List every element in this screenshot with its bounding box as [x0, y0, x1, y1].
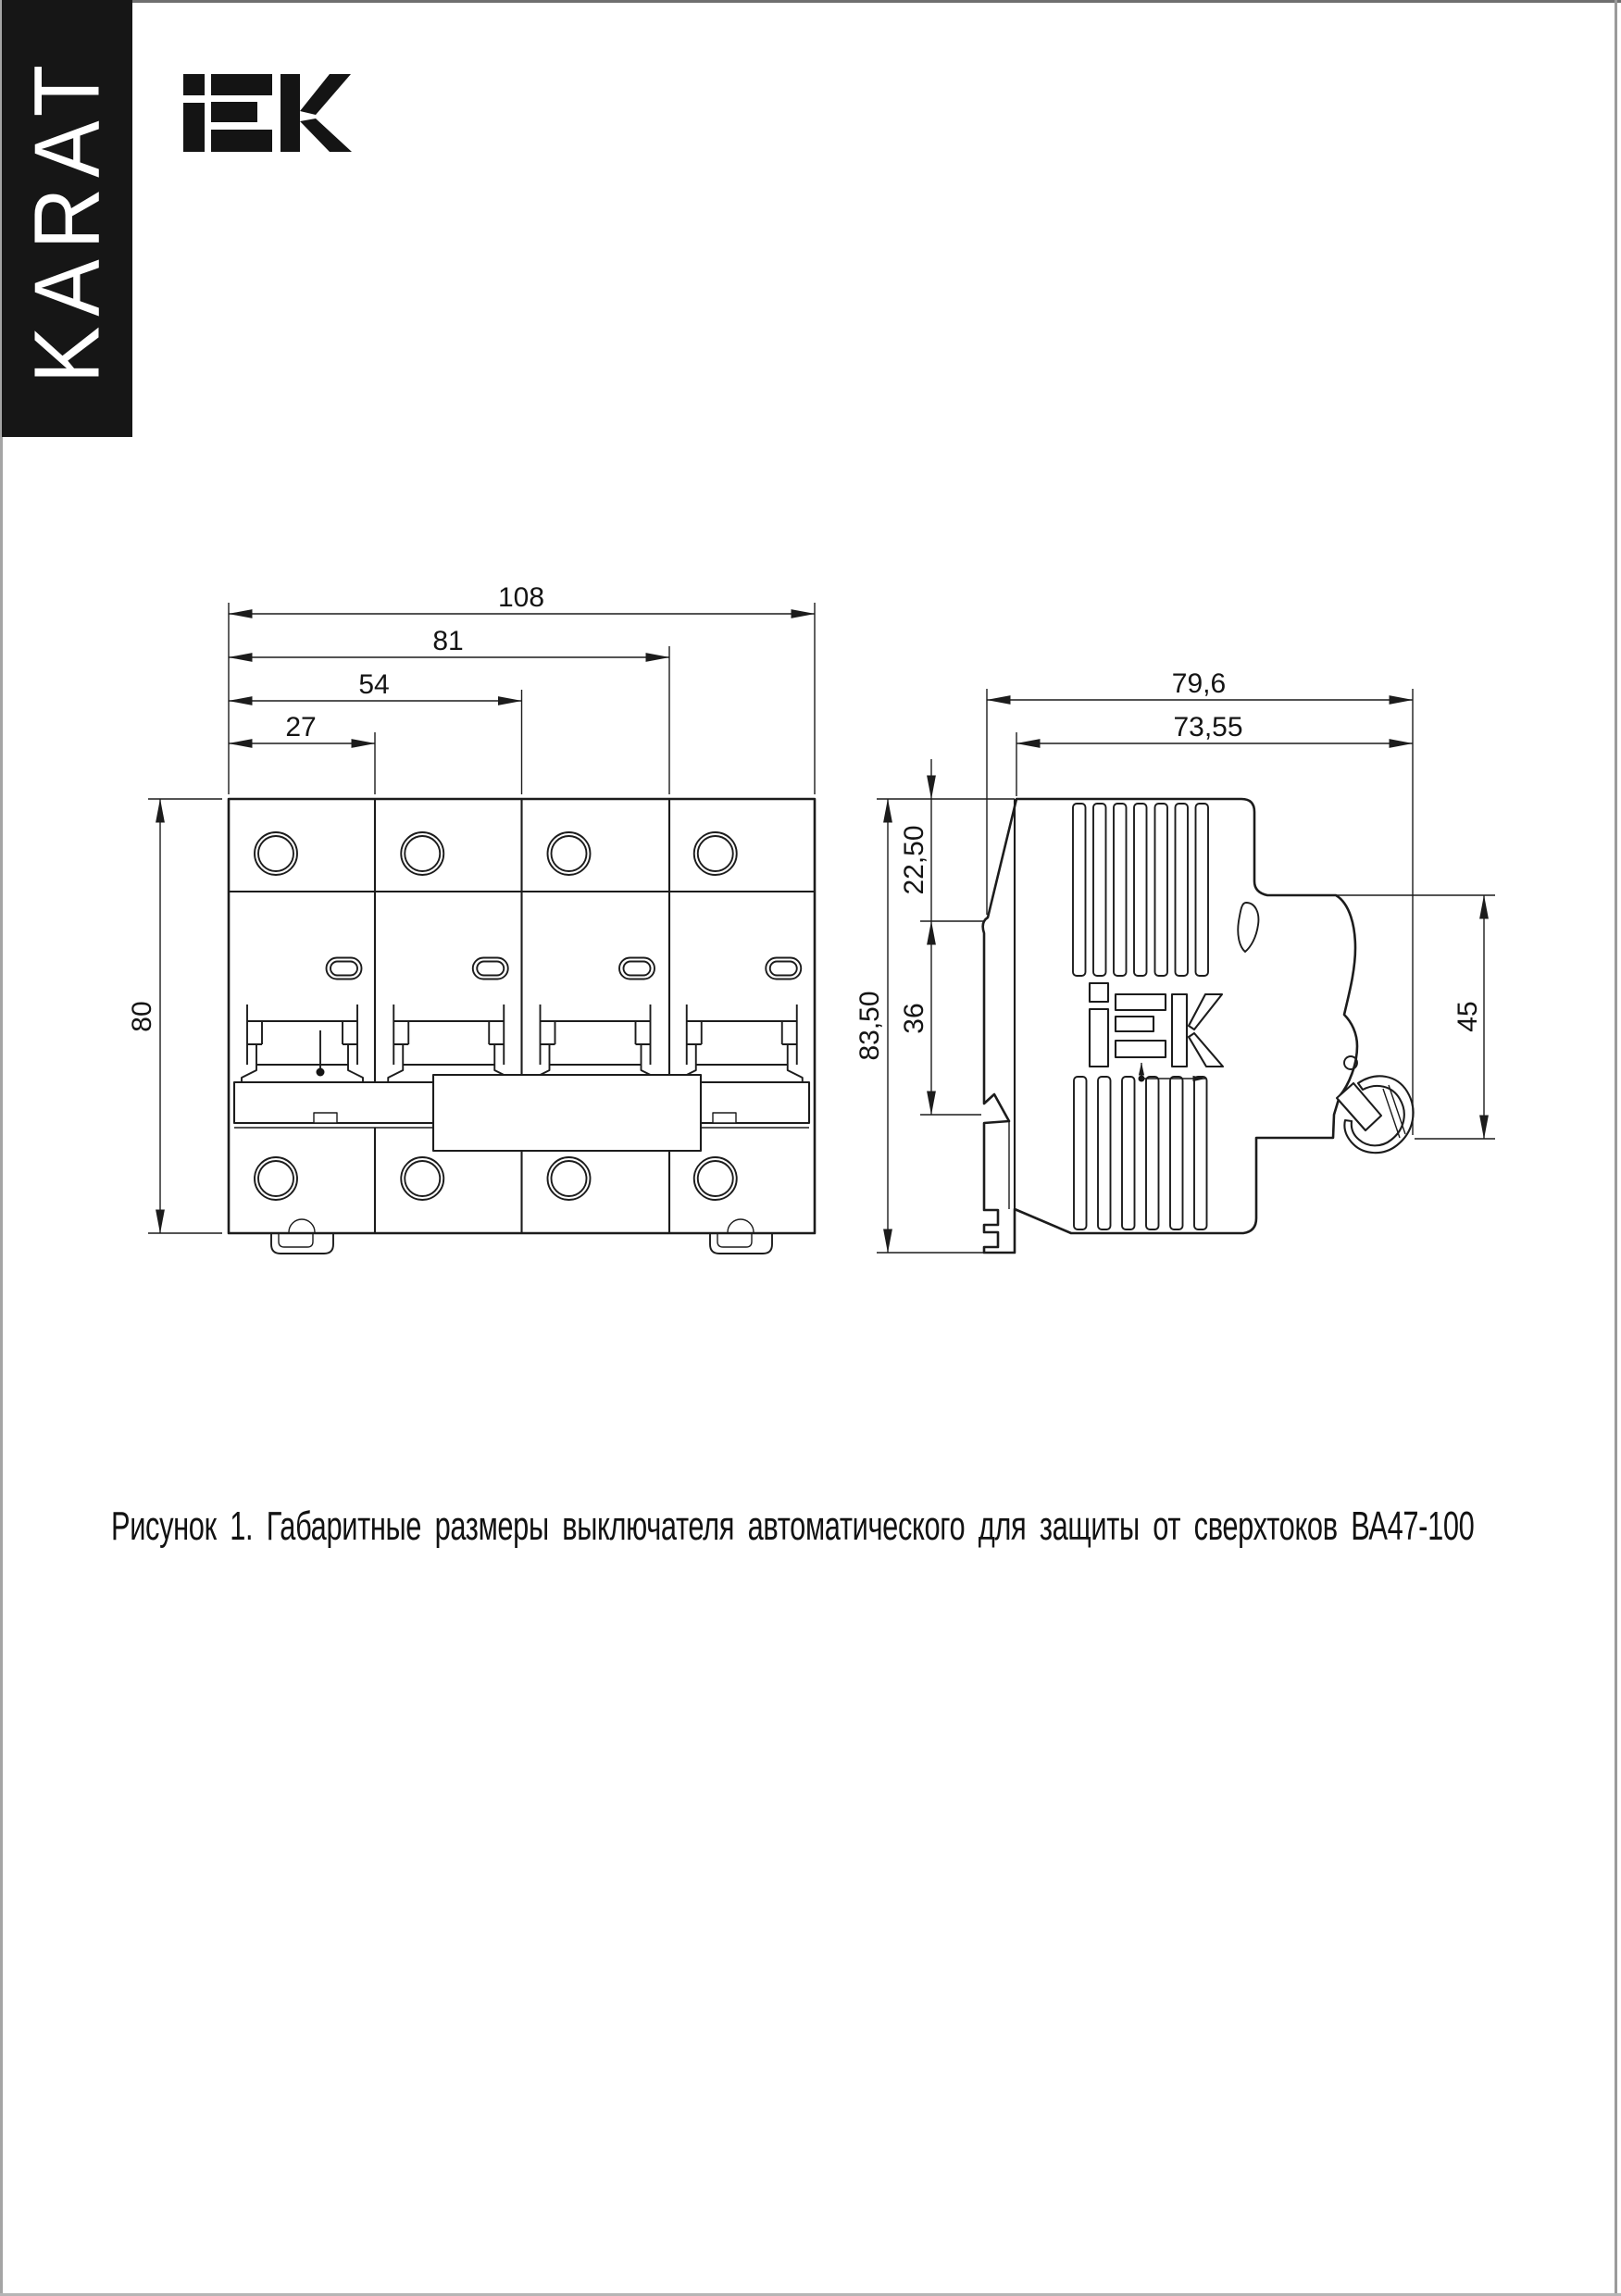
dimension-label-45: 45 [1453, 1001, 1483, 1032]
karat-banner-label: KARAT [15, 54, 119, 383]
dimension-label-27: 27 [285, 712, 317, 742]
toggle-pole-3 [535, 1004, 656, 1082]
dimension-label-73-55: 73,55 [1173, 712, 1243, 742]
dimension-label-79-6: 79,6 [1171, 668, 1227, 699]
toggle-lever [1337, 1076, 1414, 1153]
dimension-label-108: 108 [497, 582, 545, 613]
dimension-label-36: 36 [899, 1003, 929, 1034]
dimension-label-22-50: 22,50 [899, 825, 929, 895]
front-view [127, 582, 815, 1254]
toggle-pole-2 [388, 1004, 509, 1082]
toggle-pole-4 [681, 1004, 803, 1082]
figure-caption: Рисунок 1. Габаритные размеры выключателя автоматического для защиты от сверхтоков ВА47-100 [111, 1504, 1475, 1549]
din-clip-left [271, 1219, 333, 1254]
toggle-pole-1 [242, 1004, 363, 1082]
handle-lock-plate [433, 1075, 701, 1151]
iek-logo [183, 74, 352, 152]
din-clip-right [710, 1219, 772, 1254]
side-view [854, 668, 1495, 1253]
dimension-label-80: 80 [127, 1001, 157, 1032]
dimension-label-81: 81 [432, 626, 464, 656]
dimension-label-83-50: 83,50 [854, 991, 885, 1061]
dimension-label-54: 54 [358, 669, 390, 700]
